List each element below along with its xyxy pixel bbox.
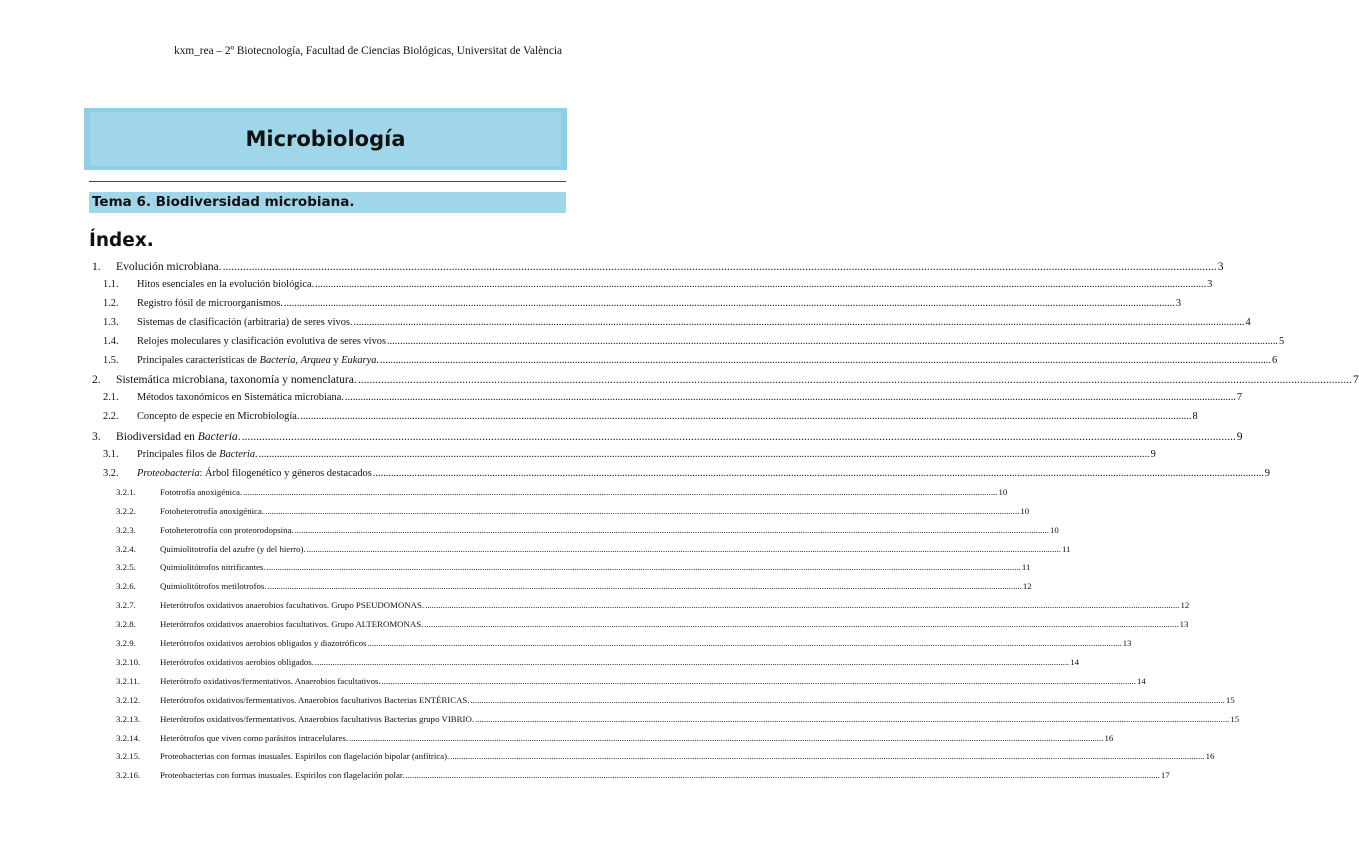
toc-entry[interactable] <box>116 524 1059 535</box>
toc-entry-title: Relojes moleculares y clasificación evolutiva de seres vivos <box>137 335 387 347</box>
toc-entry-number: 3.2. <box>103 467 119 479</box>
toc-entry-title: Hitos esenciales en la evolución biológica. <box>137 278 315 290</box>
toc-entry-page: 9 <box>1150 449 1156 460</box>
toc-leader-dots <box>265 506 1019 516</box>
toc-entry-number: 3.2.6. <box>116 581 136 592</box>
toc-leader-dots <box>367 638 1121 648</box>
toc-entry-number: 1.5. <box>103 354 119 366</box>
toc-entry[interactable] <box>103 411 1198 423</box>
toc-leader-dots <box>259 449 1150 460</box>
toc-entry[interactable] <box>103 392 1243 404</box>
toc-entry-number: 3.2.7. <box>116 600 136 611</box>
toc-leader-dots <box>300 411 1191 422</box>
toc-leader-dots <box>349 733 1103 743</box>
toc-entry-number: 3.2.3. <box>116 524 136 535</box>
separator-line <box>89 181 566 182</box>
toc-entry[interactable] <box>92 430 1243 444</box>
toc-leader-dots <box>387 336 1278 347</box>
toc-leader-dots <box>425 600 1179 610</box>
toc-entry-title: Principales filos de Bacteria. <box>137 449 258 460</box>
toc-entry-page: 16 <box>1104 732 1114 743</box>
toc-entry-page: 9 <box>1236 430 1243 444</box>
toc-entry-number: 3.2.5. <box>116 562 136 573</box>
toc-entry-title: Heterótrofos oxidativos aerobios obligados y diazotróficos <box>160 638 367 648</box>
toc-entry-number: 3. <box>92 430 101 444</box>
toc-entry[interactable] <box>116 486 1008 497</box>
toc-entry-number: 2. <box>92 373 101 387</box>
toc-entry-number: 3.2.12. <box>116 694 141 705</box>
toc-entry-title: Heterótrofos oxidativos anaerobios facultativos. Grupo ALTEROMONAS. <box>160 619 424 630</box>
toc-entry[interactable] <box>92 373 1359 387</box>
toc-entry-title: Quimiolitótrofos metilotrofos. <box>160 581 267 592</box>
toc-entry-title: Proteobacterias con formas inusuales. Espirilos con flagelación polar. <box>160 770 405 781</box>
toc-entry[interactable] <box>116 656 1080 667</box>
toc-entry-page: 13 <box>1122 638 1132 648</box>
toc-entry-number: 3.2.8. <box>116 619 136 630</box>
toc-entry-title: Proteobacterias con formas inusuales. Espirilos con flagelación bipolar (anfítrica). <box>160 751 450 762</box>
toc-leader-dots <box>243 487 997 497</box>
toc-entry-page: 7 <box>1236 392 1243 404</box>
toc-entry-page: 7 <box>1353 373 1359 387</box>
toc-entry-number: 3.2.13. <box>116 713 141 724</box>
title-box <box>84 108 567 170</box>
toc-entry-title: Heterótrofos oxidativos/fermentativos. Anaerobios facultativos Bacterias ENTÉRICAS. <box>160 694 470 705</box>
toc-entry-page: 3 <box>1217 260 1224 273</box>
toc-entry-number: 3.2.11. <box>116 675 140 686</box>
toc-entry-page: 9 <box>1264 467 1270 479</box>
toc-leader-dots <box>307 544 1061 554</box>
page-header: kxm_rea – 2º Biotecnología, Facultad de Ciencias Biológicas, Universitat de València <box>174 45 562 57</box>
toc-entry[interactable] <box>116 543 1071 554</box>
toc-entry-title: Biodiversidad en Bacteria. <box>116 430 241 444</box>
toc-entry-number: 1.3. <box>103 316 119 328</box>
toc-entry-page: 10 <box>1020 505 1030 516</box>
toc-entry-page: 14 <box>1070 656 1080 667</box>
toc-leader-dots <box>284 298 1175 309</box>
toc-entry-page: 4 <box>1245 316 1251 328</box>
toc-entry-number: 3.2.10. <box>116 656 141 667</box>
toc-leader-dots <box>424 619 1178 629</box>
toc-leader-dots <box>242 430 1236 443</box>
toc-entry-page: 10 <box>998 486 1008 497</box>
toc-entry-page: 10 <box>1049 524 1059 535</box>
toc-entry-page: 3 <box>1207 278 1213 290</box>
toc-entry-page: 11 <box>1061 543 1071 554</box>
toc-entry-page: 14 <box>1136 675 1146 686</box>
toc-entry-title: Heterótrofos oxidativos/fermentativos. Anaerobios facultativos Bacterias grupo VIBRIO. <box>160 713 475 724</box>
toc-leader-dots <box>345 392 1236 403</box>
toc-entry[interactable] <box>116 770 1170 781</box>
section-heading: Tema 6. Biodiversidad microbiana. <box>89 192 566 213</box>
toc-entry-page: 16 <box>1205 751 1215 762</box>
toc-entry-title: Heterótrofos oxidativos anaerobios facultativos. Grupo PSEUDOMONAS. <box>160 600 425 611</box>
toc-entry[interactable] <box>116 505 1030 516</box>
toc-entry[interactable] <box>116 675 1146 686</box>
toc-entry-title: Sistemática microbiana, taxonomía y nomenclatura. <box>116 373 357 387</box>
toc-entry[interactable] <box>103 449 1156 460</box>
toc-entry-number: 1.4. <box>103 335 119 347</box>
toc-entry[interactable] <box>103 354 1278 366</box>
toc-entry[interactable] <box>103 297 1182 309</box>
toc-entry[interactable] <box>92 260 1224 273</box>
toc-leader-dots <box>223 260 1217 273</box>
toc-entry-page: 8 <box>1192 411 1198 423</box>
toc-entry-title: Fotoheterotrofía anoxigénica. <box>160 505 265 516</box>
toc-entry-title: Proteobacteria: Árbol filogenético y géneros destacados <box>137 467 372 479</box>
toc-entry-title: Concepto de especie en Microbiología. <box>137 411 300 423</box>
toc-entry-number: 3.2.15. <box>116 751 141 762</box>
toc-entry-number: 1.1. <box>103 278 119 290</box>
toc-entry-page: 6 <box>1272 354 1278 366</box>
toc-entry[interactable] <box>116 619 1189 630</box>
toc-leader-dots <box>315 657 1069 667</box>
toc-entry-title: Evolución microbiana. <box>116 260 222 273</box>
toc-entry[interactable] <box>103 278 1213 290</box>
toc-leader-dots <box>406 770 1160 780</box>
toc-entry-title: Principales características de Bacteria, Arquea y Eukarya. <box>137 354 379 366</box>
toc-entry-number: 1.2. <box>103 297 119 309</box>
toc-entry[interactable] <box>116 581 1032 592</box>
toc-entry-number: 1. <box>92 260 101 273</box>
toc-leader-dots <box>358 373 1352 386</box>
toc-entry-page: 11 <box>1021 562 1031 573</box>
toc-entry-title: Heterótrofo oxidativos/fermentativos. Anaerobios facultativos. <box>160 675 381 686</box>
toc-entry-page: 12 <box>1022 581 1032 592</box>
toc-leader-dots <box>382 676 1136 686</box>
toc-entry[interactable] <box>116 600 1190 611</box>
toc-entry[interactable] <box>116 713 1240 724</box>
toc-entry[interactable] <box>103 316 1251 328</box>
toc-entry-number: 3.2.1. <box>116 486 136 497</box>
toc-entry-title: Sistemas de clasificación (arbitraria) de seres vivos. <box>137 316 353 328</box>
index-heading: Índex. <box>89 230 154 251</box>
toc-leader-dots <box>267 562 1021 572</box>
toc-entry-title: Registro fósil de microorganismos. <box>137 297 283 309</box>
toc-entry-title: Métodos taxonómicos en Sistemática microbiana. <box>137 392 344 404</box>
toc-entry-number: 3.2.4. <box>116 543 136 554</box>
toc-entry-page: 15 <box>1225 694 1235 705</box>
toc-entry-page: 13 <box>1179 619 1189 630</box>
toc-entry-number: 3.2.9. <box>116 638 136 648</box>
toc-entry-title: Heterótrofos oxidativos aerobios obligados. <box>160 656 314 667</box>
toc-entry-title: Quimiolitótrofos nitrificantes. <box>160 562 266 573</box>
toc-leader-dots <box>471 695 1225 705</box>
toc-entry[interactable] <box>116 638 1132 648</box>
toc-entry-number: 3.2.2. <box>116 505 136 516</box>
toc-entry-number: 3.2.14. <box>116 732 141 743</box>
toc-entry-title: Fotoheterotrofía con proteorodopsina. <box>160 524 294 535</box>
toc-entry-title: Quimiolitotrofía del azufre (y del hierro). <box>160 543 306 554</box>
toc-entry-page: 17 <box>1160 770 1170 781</box>
toc-leader-dots <box>295 525 1049 535</box>
toc-entry-page: 3 <box>1175 297 1182 309</box>
toc-entry-number: 3.2.16. <box>116 770 141 781</box>
toc-leader-dots <box>268 581 1022 591</box>
toc-entry[interactable] <box>116 732 1114 743</box>
toc-leader-dots <box>373 468 1264 479</box>
toc-leader-dots <box>450 751 1204 761</box>
toc-entry-number: 3.1. <box>103 449 119 460</box>
toc-leader-dots <box>380 355 1271 366</box>
toc-entry-number: 2.2. <box>103 411 119 423</box>
toc-entry-page: 15 <box>1230 713 1240 724</box>
document-title: Microbiología <box>245 127 406 151</box>
toc-leader-dots <box>315 279 1206 290</box>
toc-entry[interactable] <box>116 562 1031 573</box>
toc-entry[interactable] <box>103 467 1270 479</box>
toc-entry-number: 2.1. <box>103 392 119 404</box>
toc-entry-page: 12 <box>1180 600 1190 611</box>
toc-leader-dots <box>354 317 1245 328</box>
toc-entry-title: Heterótrofos que viven como parásitos intracelulares. <box>160 732 349 743</box>
toc-entry[interactable] <box>116 751 1215 762</box>
toc-leader-dots <box>475 714 1229 724</box>
toc-entry-title: Fototrofía anoxigénica. <box>160 486 243 497</box>
toc-entry[interactable] <box>116 694 1235 705</box>
toc-entry-page: 5 <box>1279 335 1285 347</box>
toc-entry[interactable] <box>103 335 1285 347</box>
